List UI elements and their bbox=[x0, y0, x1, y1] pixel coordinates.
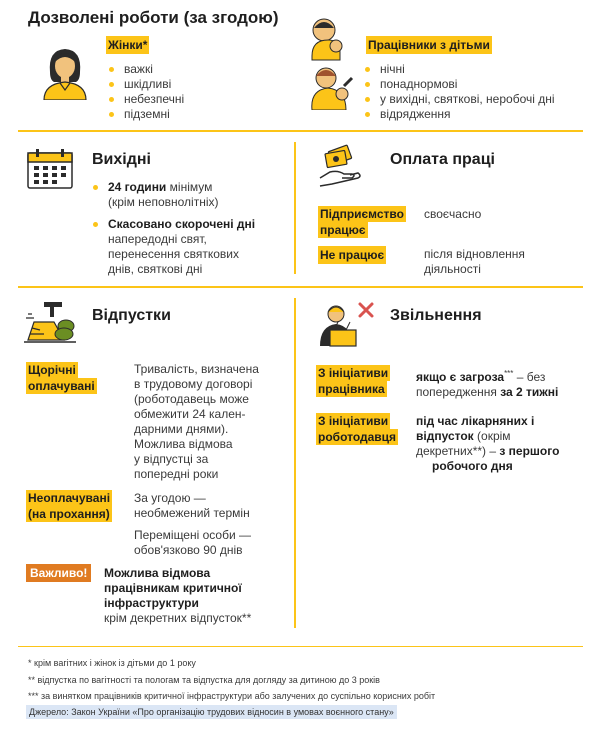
parents-label: Працівники з дітьми bbox=[368, 38, 490, 52]
text-bold: з першого bbox=[496, 444, 560, 458]
dismissal-icon bbox=[316, 300, 378, 348]
leave-paid-text bbox=[134, 362, 294, 482]
important-badge: Важливо! bbox=[26, 564, 91, 582]
footnote-mark: *** bbox=[504, 369, 514, 378]
text-bold: відпусток bbox=[416, 429, 474, 443]
days-off-item1-rest: мінімум bbox=[169, 180, 213, 194]
parents-list bbox=[362, 62, 555, 122]
bullet bbox=[93, 222, 98, 227]
list-item: важкі bbox=[106, 62, 184, 77]
list-item: підземні bbox=[106, 107, 184, 122]
footnote: ** відпустка по вагітності та пологам та відпустка для догляду за дитиною до 3 років bbox=[28, 675, 380, 685]
text-line: в трудовому договорі bbox=[134, 377, 253, 391]
list-item: відрядження bbox=[362, 107, 555, 122]
footnote: *** за винятком працівників критичної інфраструктури або залучених до суспільно корисних робіт bbox=[28, 691, 436, 701]
text-rest: – без bbox=[513, 370, 546, 384]
dismissal-employer-label-line: роботодавця bbox=[318, 430, 397, 444]
divider bbox=[18, 130, 583, 132]
text-line bbox=[416, 366, 596, 385]
dismissal-employee-text bbox=[416, 366, 596, 400]
leave-paid-label-line: оплачувані bbox=[28, 379, 95, 393]
dismissal-employer-text bbox=[416, 414, 596, 474]
pay-row2-value-line: після відновлення bbox=[424, 247, 525, 261]
pay-row1-label-line: працює bbox=[320, 223, 366, 237]
text-line: у відпустці за bbox=[134, 452, 209, 466]
text-line: За угодою — bbox=[134, 491, 206, 505]
text-line: Переміщені особи — bbox=[134, 528, 251, 542]
pay-title: Оплата праці bbox=[390, 151, 495, 168]
footnote: * крім вагітних і жінок із дітьми до 1 року bbox=[28, 658, 196, 668]
text-rest: попередження bbox=[416, 385, 501, 399]
leave-paid-label bbox=[26, 362, 97, 394]
dismissal-employer-label-line: З ініціативи bbox=[318, 414, 389, 428]
pay-row2-label: Не працює bbox=[320, 248, 385, 262]
text-line: інфраструктури bbox=[104, 596, 199, 610]
pay-row2-value-line: діяльності bbox=[424, 262, 481, 276]
list-item: нічні bbox=[362, 62, 555, 77]
pay-row1-label-line: Підприємство bbox=[320, 207, 404, 221]
text-line: обмежити 24 кален- bbox=[134, 407, 246, 421]
text-bold: за 2 тижні bbox=[500, 385, 559, 399]
pay-row2-value bbox=[424, 247, 525, 277]
text-line: (роботодавець може bbox=[134, 392, 249, 406]
money-hand-icon bbox=[318, 144, 362, 188]
text-line: необмежений термін bbox=[134, 506, 250, 520]
bullet bbox=[93, 185, 98, 190]
leave-important-text bbox=[104, 566, 304, 626]
days-off-item2-line: напередодні свят, bbox=[108, 232, 207, 246]
leave-unpaid-label-line: Неоплачувані bbox=[28, 491, 111, 505]
text-line bbox=[416, 385, 596, 400]
text-rest: декретних**) – bbox=[416, 444, 497, 458]
text-bold: якщо є загроза bbox=[416, 370, 505, 384]
leave-paid-label-line: Щорічні bbox=[28, 363, 76, 377]
days-off-item2-line: днів, святкові дні bbox=[108, 262, 203, 276]
text-line: Можлива відмова bbox=[104, 566, 211, 580]
days-off-item2-bold: Скасовано скорочені дні bbox=[108, 217, 256, 231]
calendar-icon bbox=[26, 148, 74, 190]
women-list bbox=[106, 62, 184, 122]
page-title: Дозволені роботи (за згодою) bbox=[28, 8, 279, 27]
days-off-item1-line2: (крім неповнолітніх) bbox=[108, 195, 219, 209]
list-item: у вихідні, святкові, неробочі дні bbox=[362, 92, 555, 107]
text-line: попередні роки bbox=[134, 467, 219, 481]
leave-unpaid-label-line: (на прохання) bbox=[28, 507, 110, 521]
list-item bbox=[90, 217, 290, 277]
leave-unpaid-label bbox=[26, 490, 112, 522]
dismissal-title: Звільнення bbox=[390, 307, 482, 324]
divider bbox=[18, 646, 583, 647]
pay-row1-label bbox=[318, 206, 406, 238]
text-line: обов'язково 90 днів bbox=[134, 543, 243, 557]
vacation-icon bbox=[24, 300, 76, 344]
days-off-title: Вихідні bbox=[92, 151, 151, 168]
text-line bbox=[416, 444, 596, 459]
woman-icon bbox=[40, 44, 90, 100]
women-label: Жінки* bbox=[108, 38, 148, 52]
text-line: крім декретних відпусток** bbox=[104, 611, 252, 625]
dismissal-employee-label-line: З ініціативи bbox=[318, 366, 389, 380]
divider bbox=[294, 298, 296, 628]
parent-with-child-icon bbox=[306, 16, 356, 110]
text-line: під час лікарняних і bbox=[416, 414, 535, 428]
days-off-list bbox=[90, 180, 290, 277]
list-item: небезпечні bbox=[106, 92, 184, 107]
days-off-item1-bold: 24 години bbox=[108, 180, 167, 194]
text-line: працівникам критичної bbox=[104, 581, 242, 595]
text-line: дарними днями). bbox=[134, 422, 229, 436]
pay-row1-value: своєчасно bbox=[424, 207, 482, 221]
list-item bbox=[90, 180, 290, 210]
dismissal-employer-label bbox=[316, 413, 398, 445]
text-line: Можлива відмова bbox=[134, 437, 233, 451]
divider bbox=[18, 286, 583, 288]
text-rest: (окрім bbox=[473, 429, 511, 443]
source-note: Джерело: Закон України «Про організацію трудових відносин в умовах воєнного стану» bbox=[26, 705, 397, 719]
leave-title: Відпустки bbox=[92, 307, 171, 324]
list-item: понаднормові bbox=[362, 77, 555, 92]
text-line bbox=[416, 429, 596, 444]
text-line: Тривалість, визначена bbox=[134, 362, 259, 376]
text-line: робочого дня bbox=[432, 459, 513, 473]
list-item: шкідливі bbox=[106, 77, 184, 92]
dismissal-employee-label bbox=[316, 365, 390, 397]
leave-unpaid-text bbox=[134, 491, 294, 558]
divider bbox=[294, 142, 296, 274]
days-off-item2-line: перенесення святкових bbox=[108, 247, 239, 261]
dismissal-employee-label-line: працівника bbox=[318, 382, 385, 396]
